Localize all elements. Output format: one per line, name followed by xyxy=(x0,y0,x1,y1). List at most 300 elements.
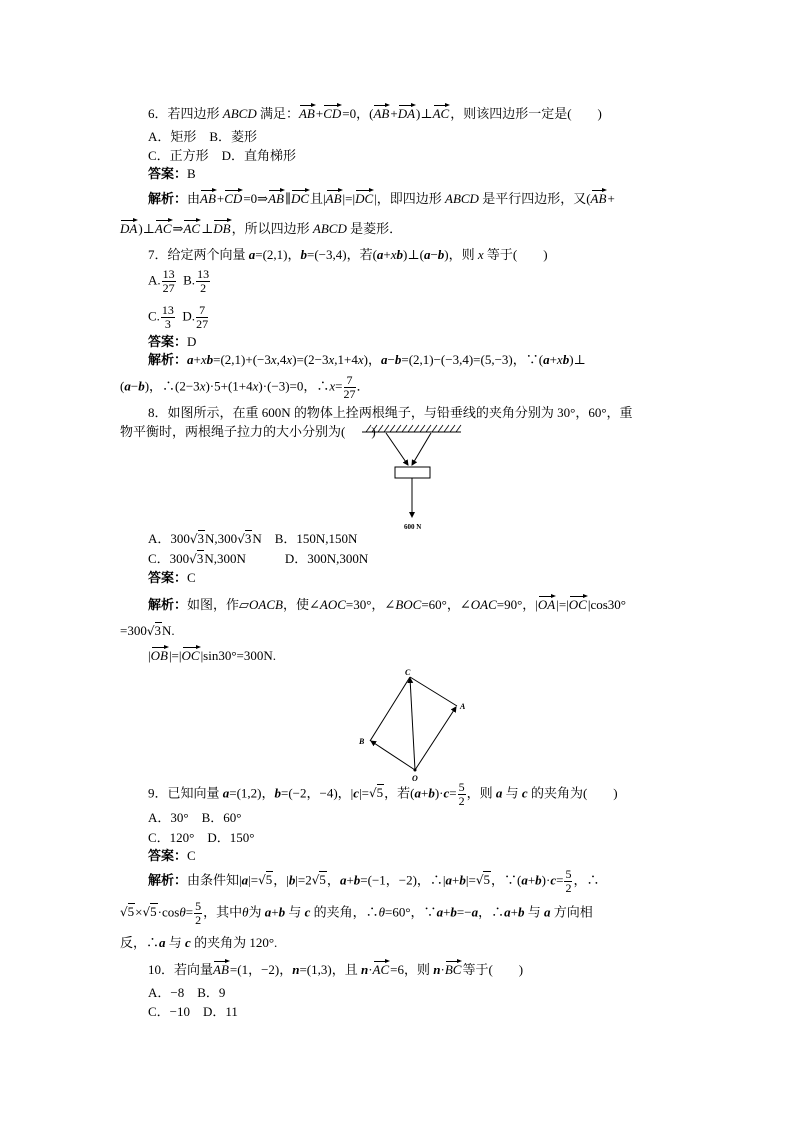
radicand: 3 xyxy=(197,531,205,546)
square-root xyxy=(476,872,491,887)
italic-variable: x xyxy=(286,352,293,367)
text-run: 与 xyxy=(502,785,522,801)
text-run: 反，∴ xyxy=(120,935,160,950)
radicand: 5 xyxy=(483,872,490,888)
text-run: 的夹角，∴ xyxy=(310,904,379,920)
italic-variable: OAC xyxy=(470,597,497,612)
q6-options-cd xyxy=(148,147,296,165)
q10-options-ab xyxy=(148,984,225,1002)
bold-vector: a xyxy=(222,785,230,801)
text-run: + xyxy=(216,191,225,206)
text-run: =(−3,4)，若( xyxy=(307,247,377,262)
text-run: 8．如图所示，在重 600N 的物体上拴两根绳子，与铅垂线的夹角分别为 30°，60°，重 xyxy=(148,405,633,420)
text-run: )· xyxy=(434,785,444,801)
text-run: ( xyxy=(120,378,125,394)
q10-stem xyxy=(148,959,523,979)
fraction xyxy=(344,374,356,401)
vector-symbol: BC xyxy=(445,959,463,977)
square-root xyxy=(237,531,252,546)
italic-variable: x xyxy=(199,378,206,394)
text-run: )⊥ xyxy=(138,221,155,236)
bold-vector: c xyxy=(304,904,311,920)
text-run: + xyxy=(193,352,201,367)
point-label-o: O xyxy=(412,774,418,783)
text-run: =(1,2)， xyxy=(229,785,275,801)
square-root xyxy=(312,872,327,887)
text-run: B. xyxy=(176,272,196,288)
bold-vector: a xyxy=(504,904,511,920)
radical-sign: √ xyxy=(258,873,266,888)
fraction-denominator: 3 xyxy=(164,317,171,331)
fraction-denominator: 27 xyxy=(162,281,175,295)
radical-sign: √ xyxy=(369,786,377,801)
text-run: + xyxy=(383,247,391,262)
radicand: 5 xyxy=(265,872,273,888)
vector-symbol: AB xyxy=(299,103,316,121)
point-o-dot xyxy=(414,769,417,772)
fraction xyxy=(564,868,572,895)
text-run: )· xyxy=(541,872,551,888)
figure-hanging-weight xyxy=(355,420,470,535)
bold-vector: n xyxy=(433,962,441,977)
text-run: 是平行四边形，又( xyxy=(478,191,591,206)
fraction-denominator: 27 xyxy=(343,387,356,401)
text-run: 7．给定两个向量 xyxy=(148,247,249,262)
bold-vector: a xyxy=(187,352,194,367)
text-run: )⊥ xyxy=(569,352,586,367)
italic-variable: x xyxy=(270,352,277,367)
text-run: =90°，| xyxy=(496,597,538,612)
radical-sign: √ xyxy=(237,532,245,546)
fraction xyxy=(194,900,202,927)
text-run: D xyxy=(187,334,197,349)
text-run: 与 xyxy=(165,935,186,950)
bold-vector: a xyxy=(423,247,431,262)
text-run: 10．若向量 xyxy=(148,962,214,977)
text-run: + xyxy=(421,785,429,801)
point-label-b: B xyxy=(359,737,365,746)
text-run: 等于( ) xyxy=(483,247,548,262)
text-run: =(1，−2)， xyxy=(229,962,293,977)
text-run: |=| xyxy=(168,648,182,663)
bold-vector: a xyxy=(521,872,528,888)
text-run: ，∴ xyxy=(478,904,505,920)
fraction xyxy=(162,268,176,295)
q10-options-cd xyxy=(148,1003,238,1021)
text-run: − xyxy=(387,352,395,367)
vector-oc xyxy=(410,678,415,770)
text-run: )⊥( xyxy=(403,247,424,262)
italic-variable: ABCD xyxy=(312,221,347,236)
square-root xyxy=(369,785,384,800)
bold-vector: b xyxy=(300,247,308,262)
text-run: ,4 xyxy=(276,352,287,367)
bold-vector: a xyxy=(339,872,347,888)
bold-vector: c xyxy=(443,785,450,801)
text-run: ⇒ xyxy=(172,221,184,236)
vector-ob xyxy=(371,741,415,770)
bold-vector: c xyxy=(550,872,557,888)
square-root xyxy=(120,904,135,919)
italic-variable: x xyxy=(357,352,364,367)
text-run: =(2,1)+(−3 xyxy=(213,352,271,367)
bold-vector: a xyxy=(159,935,166,950)
text-run: C．−10 D．11 xyxy=(148,1004,238,1019)
q9-analysis-line-1 xyxy=(148,868,599,895)
figure-parallelogram xyxy=(350,665,475,785)
italic-variable: x xyxy=(329,378,336,394)
text-run: A．30° B．60° xyxy=(148,810,242,825)
bold-vector: a xyxy=(543,904,551,920)
q8-analysis-line-2 xyxy=(120,622,175,640)
vector-symbol: DB xyxy=(213,218,231,236)
text-run: )=(2−3 xyxy=(292,352,329,367)
fraction-denominator: 2 xyxy=(565,881,572,895)
rope-right xyxy=(412,433,431,465)
text-run: =(−2，−4)，| xyxy=(281,785,354,801)
bold-vector: a xyxy=(248,247,256,262)
q7-options-ab xyxy=(148,268,211,295)
radicand: 5 xyxy=(376,785,384,801)
bold-vector: a xyxy=(381,352,388,367)
text-run: =(2,1)， xyxy=(255,247,301,262)
text-run: + xyxy=(271,904,279,920)
text-run: 满足： xyxy=(256,106,299,121)
text-run: ，则该四边形一定是( ) xyxy=(450,106,602,121)
q9-options-cd xyxy=(148,829,254,847)
q9-options-ab xyxy=(148,809,241,827)
bold-vector: b xyxy=(517,904,525,920)
text-run: 6．若四边形 xyxy=(148,106,223,121)
text-run: 由 xyxy=(187,191,201,206)
text-run: |sin30°=300N. xyxy=(200,648,277,663)
text-run: =60°，∵ xyxy=(385,904,437,920)
italic-variable: ABCD xyxy=(222,106,257,121)
text-run: × xyxy=(135,904,143,920)
text-run: )·(−3)=0，∴ xyxy=(258,378,330,394)
bold-vector: a xyxy=(495,785,503,801)
fraction-denominator: 2 xyxy=(195,913,202,927)
italic-variable: x xyxy=(200,352,207,367)
vector-symbol: CD xyxy=(224,188,243,206)
text-run: =− xyxy=(456,904,472,920)
text-run: + xyxy=(346,872,354,888)
q6-options-ab xyxy=(148,128,257,146)
text-run: )⊥ xyxy=(416,106,433,121)
fraction-numerator: 13 xyxy=(197,267,210,281)
text-run: |=| xyxy=(342,191,356,206)
italic-variable: θ xyxy=(242,904,249,920)
text-run: ，其中 xyxy=(203,904,243,920)
square-root xyxy=(258,872,273,887)
q8-answer xyxy=(148,569,196,587)
text-run: 且| xyxy=(310,191,326,206)
q6-answer xyxy=(148,165,196,183)
text-run: N. xyxy=(162,623,175,638)
text-run: + xyxy=(390,106,398,121)
text-run: + xyxy=(549,352,557,367)
bold-vector: a xyxy=(471,904,479,920)
vector-symbol: OC xyxy=(182,645,201,663)
vector-symbol: AB xyxy=(373,103,390,121)
point-label-c: C xyxy=(405,668,411,677)
radicand: 5 xyxy=(150,904,157,920)
italic-variable: BOC xyxy=(395,597,422,612)
text-run: =(2,1)−(−3,4)=(5,−3)，∵( xyxy=(401,352,544,367)
point-label-a: A xyxy=(460,702,466,711)
radical-sign: √ xyxy=(189,532,198,546)
q6-stem xyxy=(148,103,602,123)
q8-options-cd xyxy=(148,550,368,568)
text-run: | xyxy=(148,648,151,663)
text-run: 与 xyxy=(285,904,305,920)
q9-answer xyxy=(148,847,196,865)
bold-label: 答案： xyxy=(148,166,188,181)
bold-vector: b xyxy=(206,352,214,367)
text-run: = xyxy=(556,872,564,888)
fraction xyxy=(196,304,208,331)
bold-vector: b xyxy=(274,785,282,801)
q7-stem xyxy=(148,246,548,264)
fraction-numerator: 7 xyxy=(196,304,208,318)
text-run: ,1+4 xyxy=(334,352,358,367)
vector-symbol: AB xyxy=(268,188,285,206)
square-root xyxy=(190,531,205,546)
q8-stem-line-2 xyxy=(120,423,376,441)
square-root xyxy=(143,904,158,919)
radicand: 5 xyxy=(127,904,135,920)
bold-vector: b xyxy=(459,872,466,888)
text-run: N,300 xyxy=(205,531,238,546)
bold-vector: a xyxy=(264,904,272,920)
text-run: B xyxy=(187,166,196,181)
text-run: ，使∠ xyxy=(282,597,320,612)
rope-left xyxy=(386,433,408,465)
bold-label: 答案： xyxy=(148,848,188,863)
text-run: |，即四边形 xyxy=(374,191,445,206)
text-run: 方向相 xyxy=(550,904,593,920)
fraction-numerator: 13 xyxy=(162,267,175,281)
text-run: = xyxy=(185,904,194,920)
vector-symbol: DA xyxy=(398,103,416,121)
text-run: ． xyxy=(356,378,370,394)
q9-analysis-line-3 xyxy=(120,934,277,952)
text-run: |=| xyxy=(556,597,569,612)
text-run: A．300 xyxy=(148,531,190,546)
text-run: = xyxy=(335,378,343,394)
text-run: C．300 xyxy=(148,551,190,566)
radicand: 3 xyxy=(154,623,161,638)
bold-vector: a xyxy=(414,785,421,801)
bold-vector: n xyxy=(360,962,369,977)
fraction-denominator: 27 xyxy=(196,317,209,331)
text-run: |=2 xyxy=(295,872,312,888)
vector-symbol: AB xyxy=(591,188,608,206)
text-run: ·cos xyxy=(157,904,180,920)
text-run: ，∵( xyxy=(490,872,522,888)
radical-sign: √ xyxy=(311,873,320,888)
text-run: =6，则 xyxy=(390,962,434,977)
radical-sign: √ xyxy=(146,624,155,638)
bold-vector: a xyxy=(376,247,384,262)
q8-analysis-line-3 xyxy=(148,645,276,665)
bold-label: 答案： xyxy=(148,570,188,585)
square-root xyxy=(189,551,204,566)
fraction-numerator: 5 xyxy=(458,780,465,794)
q7-analysis-line-1 xyxy=(148,351,586,369)
text-run: ， xyxy=(326,872,340,888)
bold-vector: c xyxy=(521,785,528,801)
text-run: · xyxy=(368,962,373,977)
text-run: + xyxy=(510,904,518,920)
text-run: − xyxy=(130,378,139,394)
text-run: N B．150N,150N xyxy=(252,531,358,546)
q8-options-ab xyxy=(148,530,357,548)
text-run: |cos30° xyxy=(587,597,626,612)
text-run: 如图，作▱ xyxy=(187,597,250,612)
vector-symbol: OC xyxy=(569,594,588,612)
radicand: 3 xyxy=(196,551,204,566)
text-run: + xyxy=(315,106,324,121)
side-ca xyxy=(410,677,457,706)
bold-vector: b xyxy=(428,785,435,801)
bold-vector: a xyxy=(124,378,131,394)
bold-vector: a xyxy=(241,872,249,888)
radical-sign: √ xyxy=(189,552,197,566)
q9-stem xyxy=(148,781,618,808)
fraction-numerator: 5 xyxy=(565,867,572,881)
vector-symbol: DA xyxy=(120,218,138,236)
text-run: =(1,3)，且 xyxy=(299,962,361,977)
text-run: 由条件知| xyxy=(187,872,242,888)
text-run: A．−8 B．9 xyxy=(148,985,226,1000)
italic-variable: OACB xyxy=(249,597,283,612)
text-run: A．矩形 B．菱形 xyxy=(148,129,258,144)
q7-options-cd xyxy=(148,304,209,331)
text-run: =0⇒ xyxy=(243,191,269,206)
text-run: N,300N D．300N,300N xyxy=(204,551,369,566)
text-run: = xyxy=(449,785,457,801)
bold-vector: b xyxy=(138,378,145,394)
vector-symbol: AC xyxy=(155,218,173,236)
text-run: A. xyxy=(148,272,161,288)
text-run: =30°，∠ xyxy=(345,597,396,612)
bold-label: 解析： xyxy=(148,872,188,888)
vector-symbol: OB xyxy=(151,645,169,663)
text-run: C xyxy=(187,570,196,585)
italic-variable: θ xyxy=(179,904,186,920)
fraction-numerator: 7 xyxy=(344,374,356,388)
bold-label: 解析： xyxy=(148,352,188,367)
vector-symbol: AB xyxy=(200,188,217,206)
bold-vector: b xyxy=(394,352,402,367)
fraction xyxy=(196,268,210,295)
text-run: ⊥ xyxy=(201,221,214,236)
bold-vector: b xyxy=(288,872,296,888)
text-run: 为 xyxy=(248,904,265,920)
bold-label: 解析： xyxy=(148,597,188,612)
text-run: =300 xyxy=(120,623,147,638)
italic-variable: x xyxy=(556,352,563,367)
q7-answer xyxy=(148,333,196,351)
text-run: )，∴(2−3 xyxy=(144,378,200,394)
text-run: · xyxy=(440,962,445,977)
text-run: 的夹角为( ) xyxy=(527,785,618,801)
fraction xyxy=(458,781,466,808)
side-bc xyxy=(370,677,410,741)
fraction-numerator: 5 xyxy=(195,899,202,913)
text-run: 与 xyxy=(524,904,544,920)
text-run: =60°，∠ xyxy=(421,597,471,612)
bold-vector: a xyxy=(436,904,444,920)
bold-vector: n xyxy=(292,962,300,977)
text-run: + xyxy=(527,872,536,888)
vector-symbol: AC xyxy=(433,103,451,121)
text-run: =(−1，−2)，∴| xyxy=(360,872,446,888)
bold-vector: b xyxy=(353,872,361,888)
text-run: 是菱形． xyxy=(346,221,403,236)
text-run: ，则 xyxy=(466,785,496,801)
text-run: |= xyxy=(248,872,259,888)
q8-analysis-line-1 xyxy=(148,594,626,614)
italic-variable: x xyxy=(252,378,259,394)
text-run: |= xyxy=(465,872,476,888)
bold-label: 答案： xyxy=(148,334,188,349)
text-run: =0，( xyxy=(342,106,374,121)
text-run: C．正方形 D．直角梯形 xyxy=(148,148,297,163)
bold-vector: c xyxy=(353,785,360,801)
text-run: − xyxy=(430,247,438,262)
text-run: D. xyxy=(175,308,196,324)
vector-symbol: AC xyxy=(183,218,201,236)
radical-sign: √ xyxy=(475,873,484,888)
radicand: 5 xyxy=(319,872,326,888)
text-run: 的夹角为 120°. xyxy=(190,935,278,950)
q7-analysis-line-2 xyxy=(120,374,370,401)
bold-vector: b xyxy=(278,904,286,920)
fraction-numerator: 13 xyxy=(161,303,174,317)
text-run: ，| xyxy=(273,872,289,888)
text-run: ，若( xyxy=(384,785,415,801)
vector-symbol: CD xyxy=(323,103,342,121)
bold-vector: b xyxy=(450,904,457,920)
text-run: 等于( ) xyxy=(462,962,524,977)
text-run: ，所以四边形 xyxy=(231,221,313,236)
bold-vector: a xyxy=(445,872,453,888)
vector-symbol: AB xyxy=(213,959,230,977)
weight-box xyxy=(395,467,430,478)
fraction-denominator: 2 xyxy=(458,794,465,808)
q9-analysis-line-2 xyxy=(120,900,593,927)
text-run: )·5+(1+4 xyxy=(205,378,253,394)
bold-label: 解析： xyxy=(148,191,188,206)
text-run: ∥ xyxy=(284,191,291,206)
vector-symbol: OA xyxy=(538,594,556,612)
bold-vector: c xyxy=(185,935,191,950)
text-run: ，∴ xyxy=(573,872,600,888)
bold-vector: b xyxy=(437,247,445,262)
fraction-denominator: 2 xyxy=(200,281,207,295)
vector-symbol: DC xyxy=(291,188,310,206)
bold-vector: b xyxy=(535,872,542,888)
text-run: C xyxy=(187,848,196,863)
radical-sign: √ xyxy=(142,905,151,920)
italic-variable: AOC xyxy=(319,597,346,612)
bold-vector: a xyxy=(543,352,550,367)
weight-label: 600 N xyxy=(404,523,422,531)
bold-vector: b xyxy=(562,352,570,367)
q6-analysis-line-2 xyxy=(120,218,402,238)
